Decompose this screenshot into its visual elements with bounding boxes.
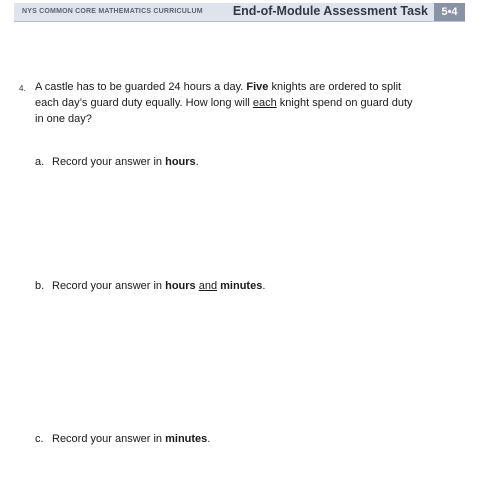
part-b-unit-minutes: minutes bbox=[220, 280, 263, 292]
part-c: c. Record your answer in minutes. bbox=[35, 433, 211, 445]
question-line-2: each day’s guard duty equally. How long will each knight spend on guard duty bbox=[35, 97, 413, 109]
part-c-letter: c. bbox=[35, 433, 44, 445]
part-a-unit: hours bbox=[165, 156, 196, 168]
part-a: a. Record your answer in hours. bbox=[35, 156, 199, 168]
question-line-1: A castle has to be guarded 24 hours a day. Five knights are ordered to split bbox=[35, 81, 402, 93]
part-b-unit-hours: hours bbox=[165, 280, 196, 292]
question-number: 4. bbox=[19, 84, 26, 93]
emphasis-five: Five bbox=[246, 81, 269, 93]
question-text bbox=[35, 79, 455, 127]
question-line-3: in one day? bbox=[35, 113, 92, 125]
part-b-letter: b. bbox=[35, 280, 45, 292]
part-a-letter: a. bbox=[35, 156, 45, 168]
part-c-unit: minutes bbox=[165, 433, 208, 445]
module-badge: 5•4 bbox=[434, 3, 465, 21]
emphasis-each: each bbox=[252, 97, 277, 109]
part-b: b. Record your answer in hours and minutes. bbox=[35, 280, 266, 292]
part-b-connector: and bbox=[198, 280, 218, 292]
page-header bbox=[14, 3, 465, 22]
task-title: End-of-Module Assessment Task bbox=[232, 4, 428, 18]
curriculum-label: NYS COMMON CORE MATHEMATICS CURRICULUM bbox=[22, 8, 203, 15]
